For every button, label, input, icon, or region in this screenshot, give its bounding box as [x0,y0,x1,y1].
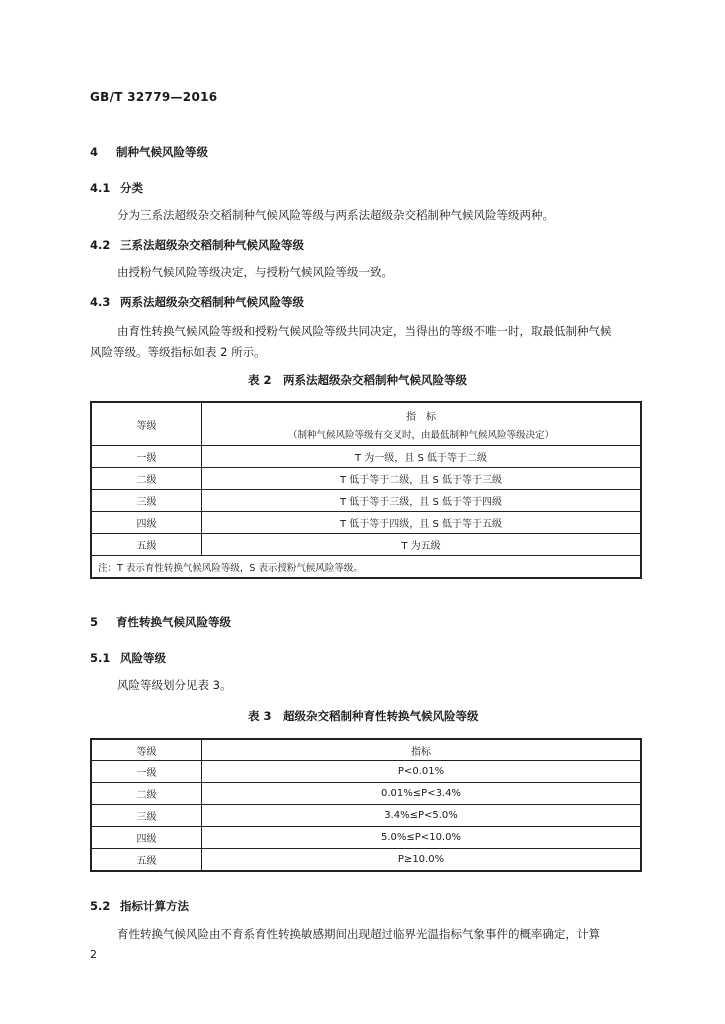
table-note: 注：T 表示育性转换气候风险等级，S 表示授粉气候风险等级。 [91,556,641,579]
header-index [202,402,642,446]
header-level: 等级 [91,739,202,761]
header-index-subtitle: （制种气候风险等级有交叉时，由最低制种气候风险等级决定） [287,429,554,441]
section-number: 5.1 [90,651,111,665]
cell-index: T 低于等于四级，且 S 低于等于五级 [202,512,642,534]
cell-level: 二级 [91,468,202,490]
cell-level: 五级 [91,534,202,556]
cell-index: 3.4%≤P<5.0% [202,805,642,827]
table-note-row [91,556,641,579]
section-title: 制种气候风险等级 [116,145,208,159]
cell-index: 5.0%≤P<10.0% [202,827,642,849]
table-row [91,446,641,468]
document-code: GB/T 32779—2016 [90,90,218,104]
cell-level: 一级 [91,761,202,783]
section-title: 风险等级 [120,651,166,665]
section-4-2-text: 由授粉气候风险等级决定，与授粉气候风险等级一致。 [117,265,393,279]
section-5-1-heading [90,650,166,666]
cell-index: T 为五级 [202,534,642,556]
section-number: 4.1 [90,181,111,195]
section-4-1-text: 分为三系法超级杂交稻制种气候风险等级与两系法超级杂交稻制种气候风险等级两种。 [117,208,554,222]
table-row [91,849,641,872]
cell-index: P<0.01% [202,761,642,783]
cell-index: T 低于等于二级，且 S 低于等于三级 [202,468,642,490]
table-3-caption: 表 3 超级杂交稻制种育性转换气候风险等级 [248,709,479,723]
header-level: 等级 [91,402,202,446]
table-row [91,490,641,512]
cell-level: 二级 [91,783,202,805]
section-4-2-heading [90,237,304,253]
section-number: 5.2 [90,899,111,913]
cell-level: 三级 [91,805,202,827]
table-row [91,761,641,783]
section-5-2-text: 育性转换气候风险由不育系育性转换敏感期间出现超过临界光温指标气象事件的概率确定，计算 [117,927,600,941]
cell-index: T 低于等于三级，且 S 低于等于四级 [202,490,642,512]
section-number: 4.2 [90,238,111,252]
header-index-title: 指 标 [406,411,436,423]
cell-index: P≥10.0% [202,849,642,872]
table-3 [90,738,642,872]
cell-level: 五级 [91,849,202,872]
cell-level: 四级 [91,827,202,849]
section-title: 指标计算方法 [120,899,189,913]
table-row [91,534,641,556]
table-row [91,827,641,849]
section-4-1-heading [90,180,143,196]
section-5-1-text: 风险等级划分见表 3。 [117,678,232,692]
table-2 [90,401,642,579]
section-title: 两系法超级杂交稻制种气候风险等级 [120,295,304,309]
section-4-3-text-line1: 由育性转换气候风险等级和授粉气候风险等级共同决定，当得出的等级不唯一时，取最低制种气候 [117,324,612,338]
table-row [91,783,641,805]
section-4-3-text-line2: 风险等级。等级指标如表 2 所示。 [90,345,266,359]
section-title: 三系法超级杂交稻制种气候风险等级 [120,238,304,252]
section-number: 5 [90,615,99,629]
cell-level: 四级 [91,512,202,534]
cell-index: T 为一级，且 S 低于等于二级 [202,446,642,468]
table-header-row [91,402,641,446]
cell-level: 三级 [91,490,202,512]
section-number: 4 [90,145,99,159]
section-4-3-heading [90,294,304,310]
table-row [91,512,641,534]
page-number: 2 [90,948,97,961]
section-5-2-heading [90,898,189,914]
table-row [91,805,641,827]
header-index: 指标 [202,739,642,761]
table-2-caption: 表 2 两系法超级杂交稻制种气候风险等级 [248,373,468,387]
cell-index: 0.01%≤P<3.4% [202,783,642,805]
section-number: 4.3 [90,295,111,309]
table-header-row [91,739,641,761]
section-4-heading [90,144,208,160]
table-row [91,468,641,490]
section-title: 分类 [120,181,143,195]
section-title: 育性转换气候风险等级 [116,615,231,629]
section-5-heading [90,614,231,630]
cell-level: 一级 [91,446,202,468]
